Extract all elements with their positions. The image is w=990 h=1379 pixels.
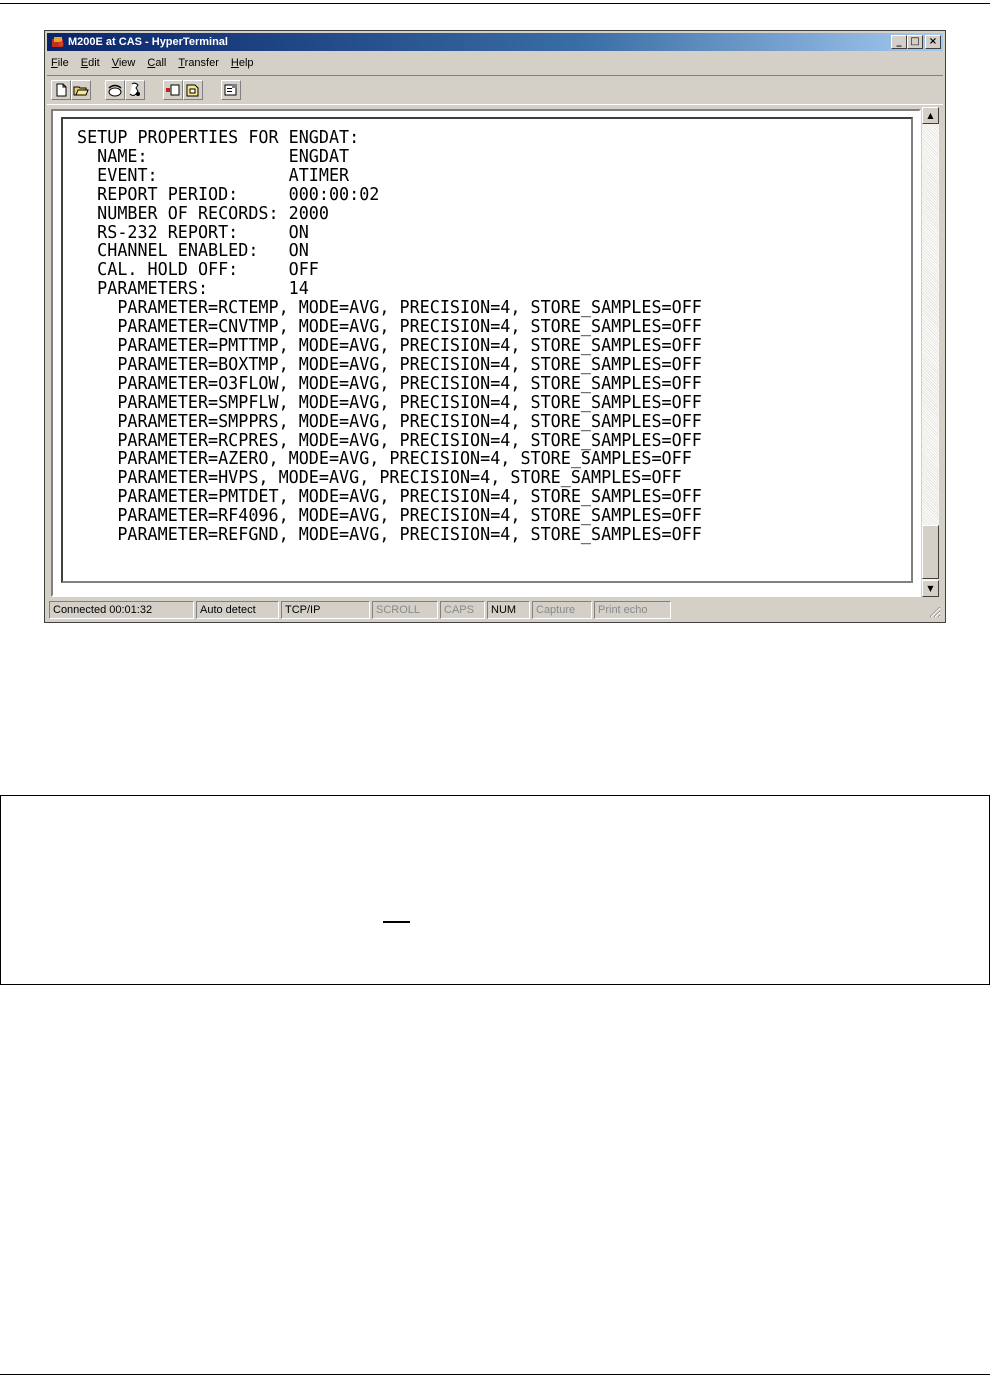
terminal-line: SETUP PROPERTIES FOR ENGDAT: [77, 127, 360, 148]
status-num: NUM [487, 601, 530, 619]
terminal-line: NUMBER OF RECORDS: 2000 [77, 202, 329, 224]
terminal-output [77, 129, 702, 545]
hyperterminal-app-icon [51, 36, 65, 48]
send-icon[interactable] [163, 80, 183, 100]
title-bar[interactable] [47, 33, 943, 51]
terminal-line: PARAMETER=REFGND, MODE=AVG, PRECISION=4, STORE_SAMPLES=OFF [77, 524, 702, 546]
minimize-button[interactable]: _ [891, 35, 907, 49]
status-caps: CAPS [440, 601, 485, 619]
new-icon[interactable] [51, 80, 71, 100]
close-button[interactable]: × [925, 35, 941, 49]
menu-help[interactable]: Help [230, 57, 254, 69]
connect-icon[interactable] [105, 80, 125, 100]
terminal-line: CAL. HOLD OFF: OFF [77, 259, 319, 281]
page-top-rule [0, 3, 990, 4]
terminal-line: PARAMETER=RF4096, MODE=AVG, PRECISION=4, STORE_SAMPLES=OFF [77, 505, 702, 527]
scroll-up-button[interactable]: ▲ [922, 107, 939, 124]
terminal-line: EVENT: ATIMER [77, 164, 350, 186]
scroll-thumb[interactable] [922, 525, 939, 579]
status-detect: Auto detect [196, 601, 279, 619]
resize-grip-icon[interactable] [929, 606, 941, 618]
page-bottom-rule [0, 1374, 990, 1375]
maximize-button[interactable]: □ [907, 35, 923, 49]
menu-transfer[interactable]: Transfer [178, 57, 219, 69]
menu-edit[interactable]: Edit [80, 57, 100, 69]
terminal-line: REPORT PERIOD: 000:00:02 [77, 183, 380, 205]
terminal-line: PARAMETER=SMPFLW, MODE=AVG, PRECISION=4, STORE_SAMPLES=OFF [77, 391, 702, 413]
terminal-line: PARAMETER=PMTTMP, MODE=AVG, PRECISION=4, STORE_SAMPLES=OFF [77, 334, 702, 356]
hyperterminal-window [44, 30, 946, 623]
terminal-line: PARAMETER=SMPPRS, MODE=AVG, PRECISION=4, STORE_SAMPLES=OFF [77, 410, 702, 432]
vertical-scrollbar[interactable] [922, 107, 939, 597]
terminal-line: PARAMETER=O3FLOW, MODE=AVG, PRECISION=4, STORE_SAMPLES=OFF [77, 372, 702, 394]
window-title: M200E at CAS - HyperTerminal [68, 36, 228, 48]
terminal-line: CHANNEL ENABLED: ON [77, 240, 309, 262]
receive-icon[interactable] [183, 80, 203, 100]
terminal-line: PARAMETER=CNVTMP, MODE=AVG, PRECISION=4, STORE_SAMPLES=OFF [77, 316, 702, 338]
properties-icon[interactable] [221, 80, 241, 100]
terminal-screen[interactable] [61, 117, 913, 583]
note-box [0, 795, 990, 985]
status-print-echo: Print echo [594, 601, 671, 619]
menu-bar [51, 54, 254, 72]
menu-call[interactable]: Call [147, 57, 167, 69]
note-underline-mark [383, 921, 410, 923]
status-capture: Capture [532, 601, 592, 619]
status-bar [47, 601, 943, 620]
terminal-line: PARAMETERS: 14 [77, 278, 309, 300]
menu-view[interactable]: View [111, 57, 136, 69]
terminal-area[interactable] [51, 109, 921, 597]
status-protocol: TCP/IP [281, 601, 370, 619]
toolbar [47, 75, 943, 105]
scroll-down-button[interactable]: ▼ [922, 580, 939, 597]
terminal-line: PARAMETER=RCPRES, MODE=AVG, PRECISION=4, STORE_SAMPLES=OFF [77, 429, 702, 451]
terminal-line: PARAMETER=PMTDET, MODE=AVG, PRECISION=4, STORE_SAMPLES=OFF [77, 486, 702, 508]
terminal-line: PARAMETER=RCTEMP, MODE=AVG, PRECISION=4, STORE_SAMPLES=OFF [77, 297, 702, 319]
disconnect-icon[interactable] [125, 80, 145, 100]
terminal-line: RS-232 REPORT: ON [77, 221, 309, 243]
terminal-line: PARAMETER=HVPS, MODE=AVG, PRECISION=4, STORE_SAMPLES=OFF [77, 467, 682, 489]
open-icon[interactable] [71, 80, 91, 100]
terminal-line: PARAMETER=BOXTMP, MODE=AVG, PRECISION=4, STORE_SAMPLES=OFF [77, 353, 702, 375]
menu-file[interactable]: File [51, 57, 69, 69]
status-scroll: SCROLL [372, 601, 438, 619]
status-connected: Connected 00:01:32 [49, 601, 194, 619]
terminal-line: PARAMETER=AZERO, MODE=AVG, PRECISION=4, STORE_SAMPLES=OFF [77, 448, 692, 470]
terminal-line: NAME: ENGDAT [77, 145, 350, 167]
